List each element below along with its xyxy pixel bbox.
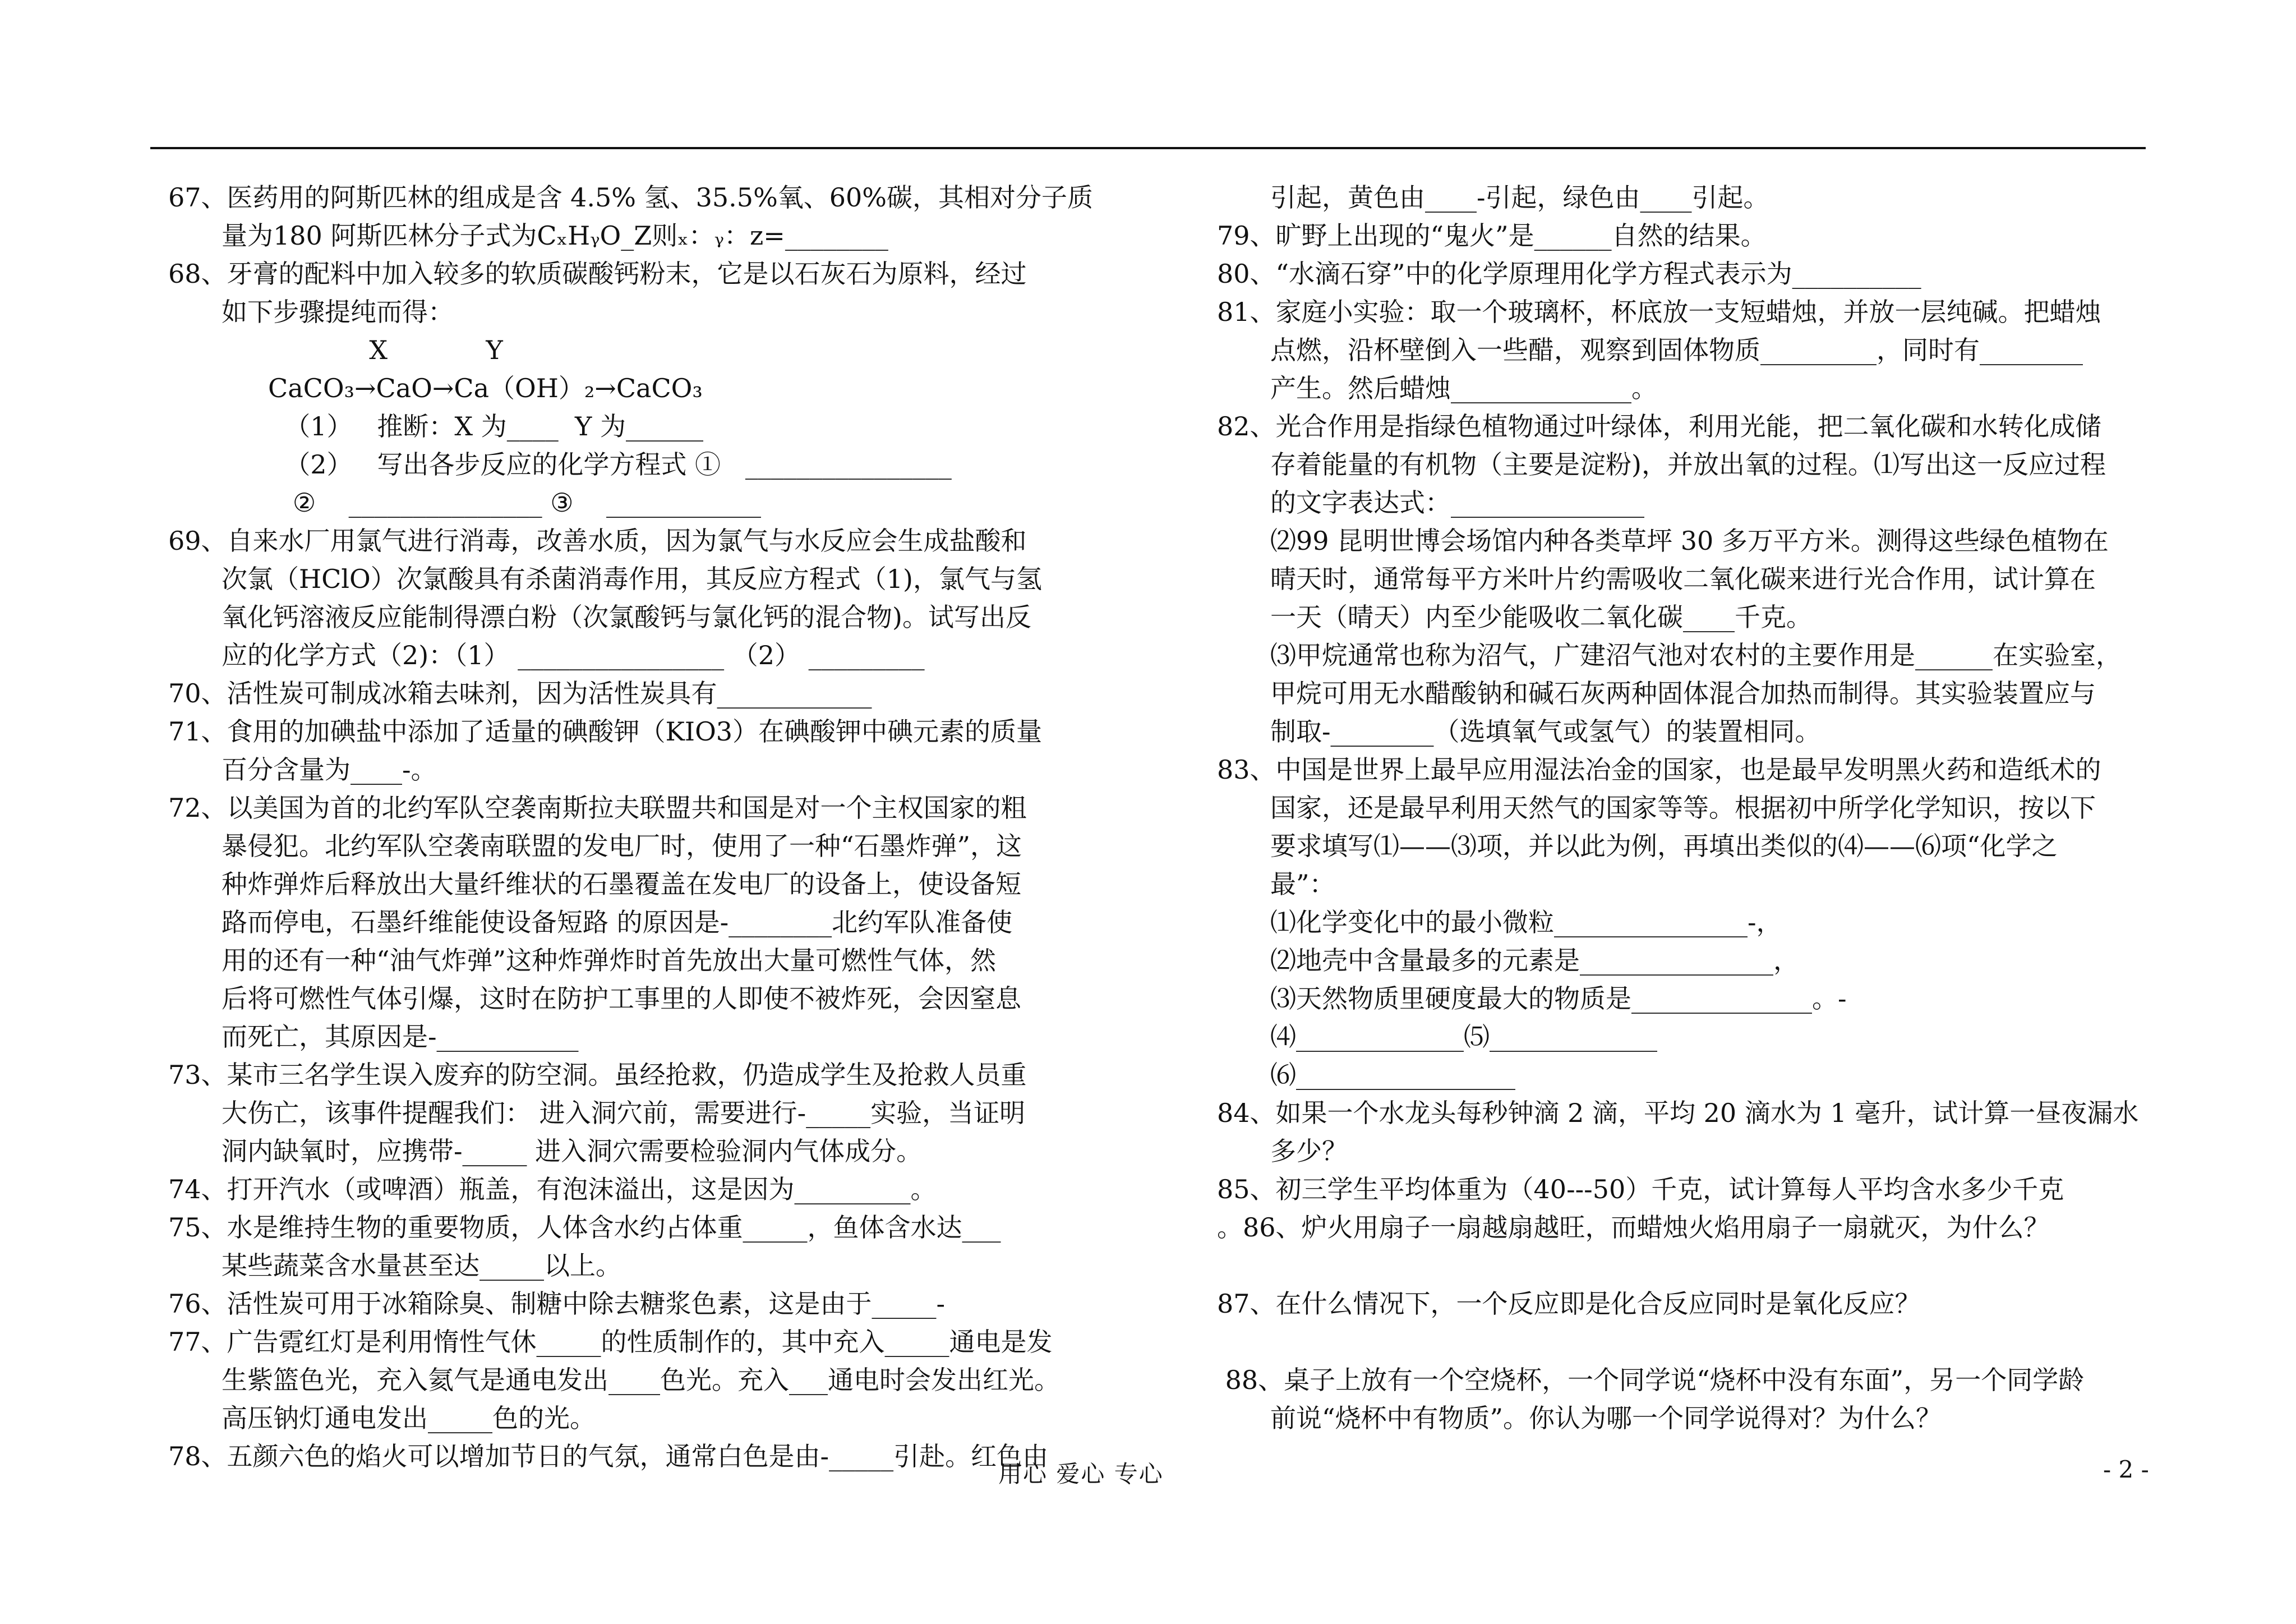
text-line: ⑴化学变化中的最小微粒_______________-， <box>1270 907 1782 937</box>
text-line: 81、家庭小实验：取一个玻璃杯，杯底放一支短蜡烛，并放一层纯碱。把蜡烛 <box>1217 297 2101 327</box>
text-line: 次氯（HClO）次氯酸具有杀菌消毒作用，其反应方程式（1)，氯气与氢 <box>222 564 1042 594</box>
text-line: 暴侵犯。北约军队空袭南联盟的发电厂时，使用了一种“石墨炸弹”，这 <box>222 831 1022 861</box>
text-line: 。86、炉火用扇子一扇越扇越旺，而蜡烛火焰用扇子一扇就灭，为什么？ <box>1217 1212 2050 1243</box>
text-line: 用的还有一种“油气炸弹”这种炸弹炸时首先放出大量可燃性气体，然 <box>222 945 997 976</box>
text-line: ⑵地壳中含量最多的元素是_______________， <box>1270 945 1799 976</box>
text-line: 前说“烧杯中有物质”。你认为哪一个同学说得对？为什么？ <box>1270 1403 1942 1433</box>
text-line: 77、广告霓红灯是利用惰性气休_____的性质制作的，其中充入_____通电是发 <box>168 1327 1053 1357</box>
text-line: 75、水是维持生物的重要物质，人体含水约占体重_____，鱼体含水达___ <box>168 1212 1001 1243</box>
text-line: ⑹_________________ <box>1270 1060 1515 1090</box>
right-column <box>1217 178 2165 1437</box>
text-line: 87、在什么情况下，一个反应即是化合反应同时是氧化反应？ <box>1217 1289 1921 1319</box>
header-rule <box>150 147 2146 149</box>
text-line: 多少？ <box>1270 1136 1348 1166</box>
text-line: 要求填写⑴——⑶项，并以此为例，再填出类似的⑷——⑹项“化学之 <box>1270 831 2058 861</box>
text-line: 后将可燃性气体引爆，这时在防护工事里的人即使不被炸死，会因窒息 <box>222 983 1021 1014</box>
text-line: 生紫篮色光，充入氦气是通电发出____色光。充入___通电时会发出红光。 <box>222 1365 1060 1395</box>
text-line: 量为180 阿斯匹林分子式为CₓHᵧO_Z则ₓ：ᵧ：ᴢ=________ <box>222 220 888 251</box>
text-line: ⑶天然物质里硬度最大的物质是______________。- <box>1270 983 1847 1014</box>
left-column <box>168 178 1167 1475</box>
text-line: 晴天时，通常每平方米叶片约需吸收二氧化碳来进行光合作用，试计算在 <box>1270 564 2096 594</box>
text-line: 如下步骤提纯而得： <box>222 297 454 327</box>
text-line <box>1217 1246 2165 1285</box>
text-line: 一天（晴天）内至少能吸收二氧化碳____千克。 <box>1270 602 1812 632</box>
text-line: 88、桌子上放有一个空烧杯，一个同学说“烧杯中没有东面”，另一个同学龄 <box>1217 1365 2085 1395</box>
text-line: 洞内缺氧时，应携带-_____ 进入洞穴需要检验洞内气体成分。 <box>222 1136 923 1166</box>
text-line: 85、初三学生平均体重为（40---50）千克，试计算每人平均含水多少千克 <box>1217 1174 2064 1204</box>
text-line: 76、活性炭可用于冰箱除臭、制糖中除去糖浆色素，这是由于_____- <box>168 1289 946 1319</box>
text-line: 氧化钙溶液反应能制得漂白粉（次氯酸钙与氯化钙的混合物)。试写出反 <box>222 602 1031 632</box>
text-line: 产生。然后蜡烛______________。 <box>1270 373 1657 403</box>
text-line: 72、以美国为首的北约军队空袭南斯拉夫联盟共和国是对一个主权国家的粗 <box>168 793 1027 823</box>
text-line: （2） 写出各步反应的化学方程式 ① ________________ <box>268 449 952 480</box>
text-line: 点燃，沿杯壁倒入一些醋，观察到固体物质_________，同时有________ <box>1270 335 2083 365</box>
text-line: ② _______________ ③ ____________ <box>268 487 761 518</box>
text-line: 70、活性炭可制成冰箱去味剂，因为活性炭具有____________ <box>168 678 872 709</box>
text-line: X Y <box>222 335 503 365</box>
page-number: - 2 - <box>2103 1456 2149 1483</box>
text-line: ⑶甲烷通常也称为沼气，广建沼气池对农村的主要作用是______在实验室， <box>1270 640 2122 670</box>
text-line: 74、打开汽水（或啤酒）瓶盖，有泡沫溢出，这是因为_________。 <box>168 1174 937 1204</box>
text-line: 国家，还是最早利用天然气的国家等等。根据初中所学化学知识，按以下 <box>1270 793 2096 823</box>
text-line: 百分含量为____-。 <box>222 755 437 785</box>
footer-motto: 用心 爱心 专心 <box>998 1460 1164 1488</box>
text-line: 69、自来水厂用氯气进行消毒，改善水质，因为氯气与水反应会生成盐酸和 <box>168 526 1027 556</box>
text-line: 路而停电，石墨纤维能使设备短路 的原因是-________北约军队准备使 <box>222 907 1013 937</box>
text-line: （1） 推断：X 为____ Y 为______ <box>268 411 703 441</box>
text-line: 甲烷可用无水醋酸钠和碱石灰两种固体混合加热而制得。其实验装置应与 <box>1270 678 2096 709</box>
text-line: 82、光合作用是指绿色植物通过叶绿体，利用光能，把二氧化碳和水转化成储 <box>1217 411 2101 441</box>
text-line: 存着能量的有机物（主要是淀粉)，并放出氧的过程。⑴写出这一反应过程 <box>1270 449 2106 480</box>
text-line: 71、食用的加碘盐中添加了适量的碘酸钾（KIO3）在碘酸钾中碘元素的质量 <box>168 716 1043 747</box>
text-line: 67、医药用的阿斯匹林的组成是含 4.5% 氢、35.5%氧、60%碳，其相对分子质 <box>168 182 1094 213</box>
text-line: 应的化学方式（2)：（1） ________________ （2） _________ <box>222 640 925 670</box>
text-line: 80、“水滴石穿”中的化学原理用化学方程式表示为__________ <box>1217 259 1921 289</box>
text-line: 79、旷野上出现的“鬼火”是______自然的结果。 <box>1217 220 1767 251</box>
text-line: 83、中国是世界上最早应用湿法冶金的国家，也是最早发明黑火药和造纸术的 <box>1217 755 2101 785</box>
text-line: 68、牙膏的配料中加入较多的软质碳酸钙粉末，它是以石灰石为原料，经过 <box>168 259 1027 289</box>
text-line: 某些蔬菜含水量甚至达_____以上。 <box>222 1250 621 1281</box>
text-line: 高压钠灯通电发出_____色的光。 <box>222 1403 596 1433</box>
text-line: ⑷_____________⑸_____________ <box>1270 1022 1657 1052</box>
text-line: 大伤亡，该事件提醒我们： 进入洞穴前，需要进行-_____实验，当证明 <box>222 1098 1026 1128</box>
text-line: 78、五颜六色的焰火可以增加节日的气氛，通常白色是由-_____引赴。红色由 <box>168 1441 1049 1471</box>
text-line: 而死亡，其原因是-___________ <box>222 1022 579 1052</box>
text-line: 73、某市三名学生误入废弃的防空洞。虽经抢救，仍造成学生及抢救人员重 <box>168 1060 1027 1090</box>
text-line <box>1217 1323 2165 1361</box>
text-line: 84、如果一个水龙头每秒钟滴 2 滴，平均 20 滴水为 1 毫升，试计算一昼夜漏水 <box>1217 1098 2139 1128</box>
text-line: 引起，黄色由____-引起，绿色由____引起。 <box>1270 182 1769 213</box>
text-line: 的文字表达式：_______________ <box>1270 487 1644 518</box>
text-line: ⑵99 昆明世博会场馆内种各类草坪 30 多万平方米。测得这些绿色植物在 <box>1270 526 2109 556</box>
text-line: 最”： <box>1270 869 1335 899</box>
text-line: 种炸弹炸后释放出大量纤维状的石墨覆盖在发电厂的设备上，使设备短 <box>222 869 1021 899</box>
text-line: 制取-________（选填氧气或氢气）的装置相同。 <box>1270 716 1821 747</box>
text-line: CaCO₃→CaO→Ca（OH）₂→CaCO₃ <box>268 373 703 403</box>
